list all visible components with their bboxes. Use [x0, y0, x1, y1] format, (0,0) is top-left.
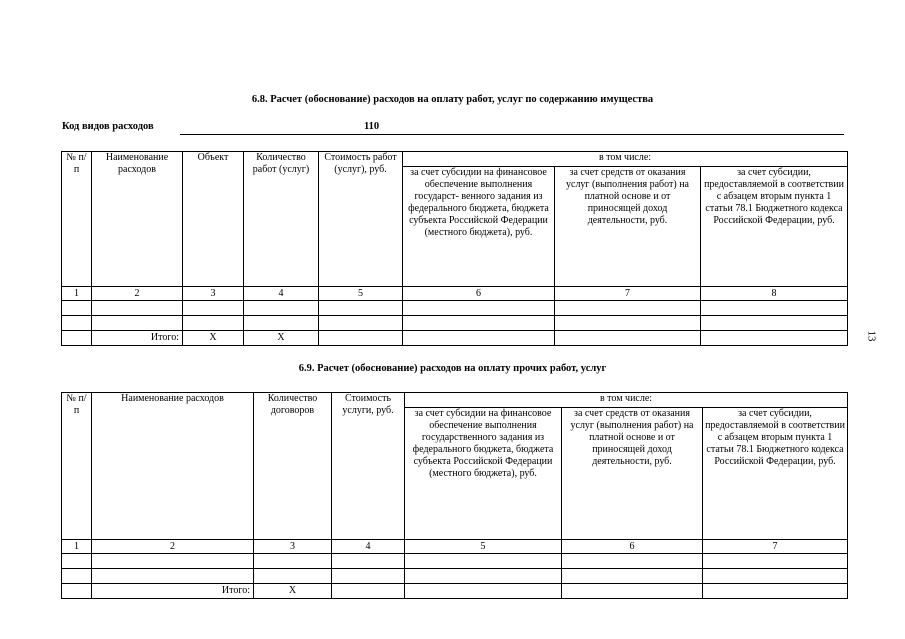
table-cell[interactable] — [555, 301, 701, 316]
table-cell[interactable] — [562, 554, 703, 569]
table-cell[interactable] — [244, 301, 319, 316]
table-cell[interactable] — [703, 584, 848, 599]
table-cell[interactable] — [183, 301, 244, 316]
section-6-9-title: 6.9. Расчет (обоснование) расходов на оплату прочих работ, услуг — [298, 363, 607, 374]
total-label: Итого: — [92, 584, 254, 599]
table-cell[interactable] — [62, 554, 92, 569]
table-cell[interactable] — [701, 331, 848, 346]
page-number: 13 — [865, 330, 878, 342]
expense-code-underline — [180, 134, 844, 135]
table-cell[interactable] — [703, 554, 848, 569]
table-cell[interactable] — [555, 316, 701, 331]
table-cell — [62, 331, 92, 346]
table-cell[interactable] — [62, 316, 92, 331]
header-subsidy-state-task: за счет субсидии на финансовое обеспечение выполнения государственного задания из федерального бюджета, бюджета субъекта Российской Федерации (местного бюджета), руб. — [405, 408, 562, 540]
table-cell[interactable] — [332, 584, 405, 599]
table-cell[interactable] — [319, 331, 403, 346]
header-num: № п/п — [62, 393, 92, 540]
total-quantity: Х — [244, 331, 319, 346]
total-row — [62, 584, 848, 599]
column-number: 3 — [183, 287, 244, 301]
header-subsidy-78-1: за счет субсидии, предоставляемой в соответствии с абзацем вторым пункта 1 статьи 78.1 Бюджетного кодекса Российской Федерации, руб. — [701, 167, 848, 287]
table-cell[interactable] — [701, 301, 848, 316]
table-cell[interactable] — [319, 301, 403, 316]
header-contracts: Количество договоров — [254, 393, 332, 540]
column-number: 6 — [562, 540, 703, 554]
expense-code-value: 110 — [364, 121, 380, 132]
table-cell[interactable] — [254, 569, 332, 584]
table-cell[interactable] — [92, 301, 183, 316]
table-6-9 — [61, 392, 848, 599]
column-number: 1 — [62, 287, 92, 301]
table-cell[interactable] — [332, 554, 405, 569]
table-cell[interactable] — [319, 316, 403, 331]
table-cell[interactable] — [92, 569, 254, 584]
table-cell[interactable] — [405, 569, 562, 584]
column-number: 7 — [555, 287, 701, 301]
table-cell[interactable] — [405, 584, 562, 599]
table-row — [62, 301, 848, 316]
table-cell[interactable] — [92, 316, 183, 331]
header-cost: Стоимость услуги, руб. — [332, 393, 405, 540]
column-number: 6 — [403, 287, 555, 301]
table-cell[interactable] — [244, 316, 319, 331]
table-cell[interactable] — [62, 301, 92, 316]
column-number: 5 — [405, 540, 562, 554]
header-paid-services: за счет средств от оказания услуг (выполнения работ) на платной основе и от приносящей доход деятельности, руб. — [562, 408, 703, 540]
total-row — [62, 331, 848, 346]
table-cell[interactable] — [701, 316, 848, 331]
column-numbers-row — [62, 287, 848, 301]
column-number: 4 — [332, 540, 405, 554]
column-number: 4 — [244, 287, 319, 301]
column-number: 8 — [701, 287, 848, 301]
header-quantity: Количество работ (услуг) — [244, 152, 319, 287]
table-cell[interactable] — [703, 569, 848, 584]
table-cell[interactable] — [562, 584, 703, 599]
header-paid-services: за счет средств от оказания услуг (выполнения работ) на платной основе и от приносящей доход деятельности, руб. — [555, 167, 701, 287]
table-cell[interactable] — [403, 316, 555, 331]
header-subsidy-78-1: за счет субсидии, предоставляемой в соответствии с абзацем вторым пункта 1 статьи 78.1 Бюджетного кодекса Российской Федерации, руб. — [703, 408, 848, 540]
header-object: Объект — [183, 152, 244, 287]
column-number: 1 — [62, 540, 92, 554]
table-row — [62, 554, 848, 569]
header-name: Наименование расходов — [92, 152, 183, 287]
total-label: Итого: — [92, 331, 183, 346]
table-cell[interactable] — [332, 569, 405, 584]
table-row — [62, 316, 848, 331]
table-cell — [62, 584, 92, 599]
column-number: 3 — [254, 540, 332, 554]
table-cell[interactable] — [555, 331, 701, 346]
table-cell[interactable] — [405, 554, 562, 569]
header-including: в том числе: — [403, 152, 848, 167]
table-cell[interactable] — [183, 316, 244, 331]
table-cell[interactable] — [254, 554, 332, 569]
total-object: Х — [183, 331, 244, 346]
table-row — [62, 569, 848, 584]
table-cell[interactable] — [403, 331, 555, 346]
expense-code-line — [62, 121, 844, 135]
table-cell[interactable] — [62, 569, 92, 584]
column-number: 2 — [92, 287, 183, 301]
header-num: № п/п — [62, 152, 92, 287]
header-subsidy-state-task: за счет субсидии на финансовое обеспечение выполнения государст- венного задания из федерального бюджета, бюджета субъекта Российской Федерации (местного бюджета), руб. — [403, 167, 555, 287]
table-cell[interactable] — [403, 301, 555, 316]
column-number: 2 — [92, 540, 254, 554]
table-6-8 — [61, 151, 848, 346]
table-cell[interactable] — [92, 554, 254, 569]
section-6-8-title: 6.8. Расчет (обоснование) расходов на оплату работ, услуг по содержанию имущества — [251, 94, 654, 105]
column-number: 5 — [319, 287, 403, 301]
header-cost: Стоимость работ (услуг), руб. — [319, 152, 403, 287]
expense-code-label: Код видов расходов — [62, 121, 154, 132]
column-number: 7 — [703, 540, 848, 554]
header-including: в том числе: — [405, 393, 848, 408]
total-contracts: Х — [254, 584, 332, 599]
header-name: Наименование расходов — [92, 393, 254, 540]
column-numbers-row — [62, 540, 848, 554]
table-cell[interactable] — [562, 569, 703, 584]
